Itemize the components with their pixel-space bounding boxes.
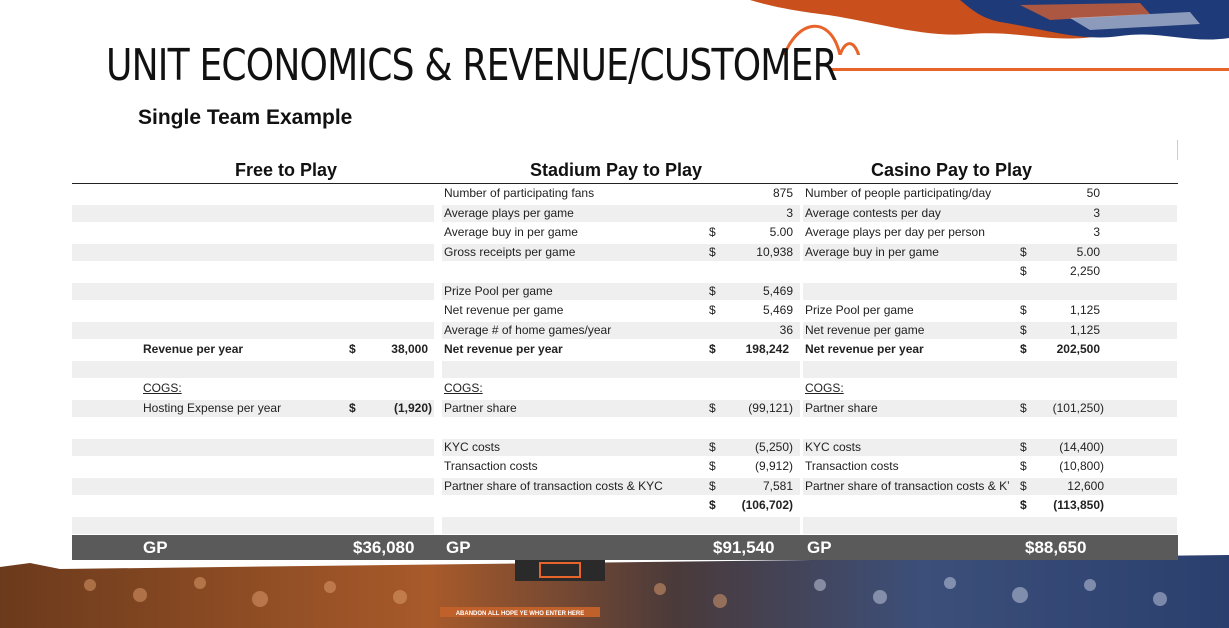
header-rule xyxy=(72,183,1178,184)
casino-row-value: 1,125 xyxy=(1069,303,1100,317)
table-stripe xyxy=(72,244,434,261)
casino-cogs-total-value: (113,850) xyxy=(1053,498,1104,512)
casino-row-dollar: $ xyxy=(1020,264,1027,278)
casino-cost-label: Partner share of transaction costs & Kʼ xyxy=(805,479,1010,493)
stadium-cost-label: Transaction costs xyxy=(444,459,538,473)
free-cogs-label: COGS: xyxy=(143,381,182,395)
stadium-row-label: Average buy in per game xyxy=(444,225,578,239)
casino-row-label: Number of people participating/day xyxy=(805,186,992,200)
casino-gp-label: GP xyxy=(807,538,832,557)
title-accent-line xyxy=(830,68,1229,71)
free-revenue-dollar: $ xyxy=(349,342,356,356)
gross-profit-bar xyxy=(72,535,1178,560)
casino-row-value: 50 xyxy=(1086,186,1100,200)
table-stripe xyxy=(803,283,1177,300)
table-stripe xyxy=(72,517,434,534)
stadium-cost-dollar: $ xyxy=(709,479,716,493)
casino-partner-share-value: (101,250) xyxy=(1052,401,1104,415)
casino-cost-dollar: $ xyxy=(1020,459,1027,473)
stadium-net-revenue-year-value: 198,242 xyxy=(745,342,789,356)
crowd-background-image xyxy=(0,555,1229,628)
casino-cost-value: (10,800) xyxy=(1059,459,1104,473)
casino-row-label: Average plays per day per person xyxy=(805,225,985,239)
casino-row-value: 5.00 xyxy=(1076,245,1100,259)
stadium-row-value: 5,469 xyxy=(762,284,793,298)
table-stripe xyxy=(803,517,1177,534)
casino-row-label: Prize Pool per game xyxy=(805,303,914,317)
section-stadium-pay-to-play: Stadium Pay to Play xyxy=(530,160,703,180)
stadium-row-dollar: $ xyxy=(709,284,716,298)
stadium-row-value: 10,938 xyxy=(756,245,793,259)
casino-cost-label: KYC costs xyxy=(805,440,862,454)
banner-text: ABANDON ALL HOPE YE WHO ENTER HERE xyxy=(455,611,585,617)
stadium-gp-value: $91,540 xyxy=(713,538,775,557)
free-hosting-value: (1,920) xyxy=(393,401,432,415)
stadium-row-value: 875 xyxy=(772,186,793,200)
table-stripe xyxy=(72,439,434,456)
stadium-row-value: 3 xyxy=(786,206,793,220)
casino-cogs-total-dollar: $ xyxy=(1020,498,1027,512)
section-casino-pay-to-play: Casino Pay to Play xyxy=(871,160,1033,180)
casino-row-label: Net revenue per game xyxy=(805,323,925,337)
stadium-cost-dollar: $ xyxy=(709,440,716,454)
free-hosting-label: Hosting Expense per year xyxy=(143,401,282,415)
stadium-cost-value: (9,912) xyxy=(754,459,793,473)
table-stripe xyxy=(72,361,434,378)
free-hosting-dollar: $ xyxy=(349,401,356,415)
stadium-cost-value: (5,250) xyxy=(754,440,793,454)
stadium-cost-label: Partner share of transaction costs & KYC xyxy=(444,479,663,493)
table-stripe xyxy=(803,361,1177,378)
stadium-cogs-label: COGS: xyxy=(444,381,483,395)
casino-net-revenue-year-value: 202,500 xyxy=(1056,342,1100,356)
stadium-cogs-total-dollar: $ xyxy=(709,498,716,512)
free-gp-label: GP xyxy=(143,538,168,557)
table-stripe xyxy=(72,205,434,222)
casino-cogs-label: COGS: xyxy=(805,381,844,395)
casino-row-value xyxy=(1030,282,1100,301)
casino-cost-value: 12,600 xyxy=(1067,479,1104,493)
casino-cost-dollar: $ xyxy=(1020,440,1027,454)
stadium-cost-value: 7,581 xyxy=(762,479,793,493)
stadium-row-label: Number of participating fans xyxy=(444,186,595,200)
free-revenue-label: Revenue per year xyxy=(143,342,244,356)
casino-row-label: Average buy in per game xyxy=(805,245,939,259)
stadium-row-dollar: $ xyxy=(709,245,716,259)
stadium-row-label: Average plays per game xyxy=(444,206,574,220)
stadium-row-dollar: $ xyxy=(709,225,716,239)
casino-row-value: 3 xyxy=(1093,206,1100,220)
casino-gp-value: $88,650 xyxy=(1025,538,1087,557)
stadium-partner-share-value: (99,121) xyxy=(748,401,793,415)
casino-cost-value: (14,400) xyxy=(1059,440,1104,454)
stadium-cost-label: KYC costs xyxy=(444,440,501,454)
casino-row-value: 3 xyxy=(1093,225,1100,239)
section-free-to-play: Free to Play xyxy=(235,160,338,180)
stadium-row-label: Average # of home games/year xyxy=(444,323,612,337)
stadium-row-value: 36 xyxy=(779,323,793,337)
casino-row-dollar: $ xyxy=(1020,245,1027,259)
stadium-gp-label: GP xyxy=(446,538,471,557)
stadium-row-dollar: $ xyxy=(709,303,716,317)
page-subtitle: Single Team Example xyxy=(138,106,353,129)
casino-row-dollar: $ xyxy=(1020,303,1027,317)
divider xyxy=(1177,140,1178,160)
stadium-row-value xyxy=(720,262,793,281)
casino-row-value: 2,250 xyxy=(1069,264,1100,278)
stadium-row-label: Net revenue per game xyxy=(444,303,564,317)
casino-row-dollar: $ xyxy=(1020,323,1027,337)
stadium-partner-share-label: Partner share xyxy=(444,401,517,415)
free-revenue-value: 38,000 xyxy=(391,342,428,356)
stadium-partner-share-dollar: $ xyxy=(709,401,716,415)
stadium-cogs-total-value: (106,702) xyxy=(741,498,793,512)
casino-row-value: 1,125 xyxy=(1069,323,1100,337)
stadium-row-label: Prize Pool per game xyxy=(444,284,553,298)
table-stripe xyxy=(72,322,434,339)
table-stripe xyxy=(442,361,800,378)
casino-partner-share-dollar: $ xyxy=(1020,401,1027,415)
casino-partner-share-label: Partner share xyxy=(805,401,878,415)
stadium-row-value: 5,469 xyxy=(762,303,793,317)
casino-net-revenue-year-dollar: $ xyxy=(1020,342,1027,356)
casino-net-revenue-year-label: Net revenue per year xyxy=(805,342,924,356)
table-stripe xyxy=(72,283,434,300)
stadium-net-revenue-year-label: Net revenue per year xyxy=(444,342,563,356)
casino-row-label: Average contests per day xyxy=(805,206,941,220)
casino-cost-label: Transaction costs xyxy=(805,459,899,473)
stadium-row-label: Gross receipts per game xyxy=(444,245,576,259)
casino-cost-dollar: $ xyxy=(1020,479,1027,493)
free-gp-value: $36,080 xyxy=(353,538,415,557)
table-stripe xyxy=(442,517,800,534)
page-title: UNIT ECONOMICS & REVENUE/CUSTOMER xyxy=(106,40,837,91)
stadium-net-revenue-year-dollar: $ xyxy=(709,342,716,356)
stadium-row-value: 5.00 xyxy=(769,225,793,239)
stadium-cost-dollar: $ xyxy=(709,459,716,473)
table-stripe xyxy=(72,478,434,495)
